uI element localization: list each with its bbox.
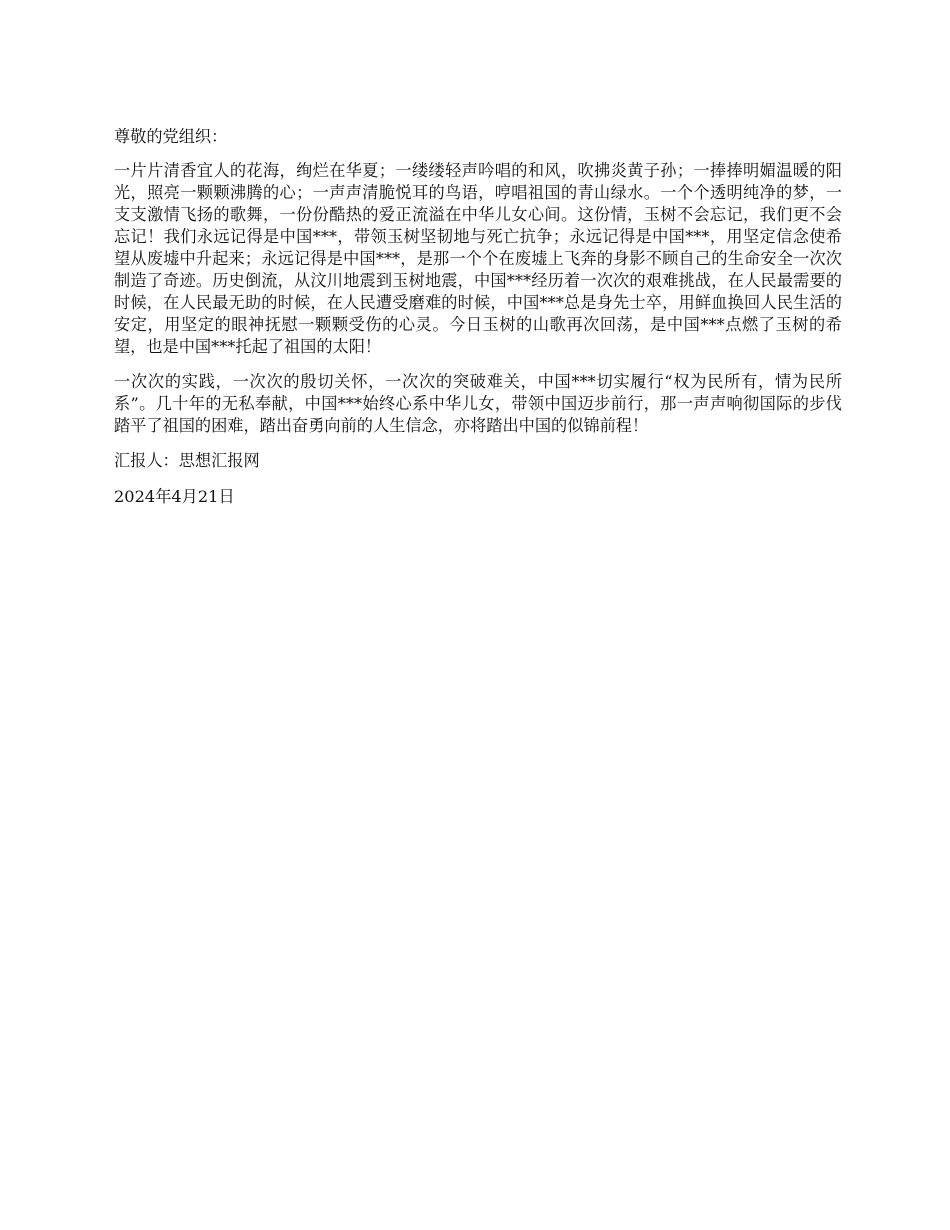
reporter-line: 汇报人：思想汇报网 — [114, 451, 260, 470]
document-body — [114, 126, 842, 508]
paragraph-2: 一次次的实践，一次次的殷切关怀，一次次的突破难关，中国***切实履行“权为民所有，情为民所系”。几十年的无私奉献，中国***始终心系中华儿女，带领中国迈步前行，那一声声响彻国际的步伐踏平了祖国的困难，踏出奋勇向前的人生信念，亦将踏出中国的似锦前程！ — [114, 372, 842, 435]
report-date: 2024年4月21日 — [114, 487, 235, 506]
salutation: 尊敬的党组织： — [114, 127, 228, 146]
paragraph-1: 一片片清香宜人的花海，绚烂在华夏；一缕缕轻声吟唱的和风，吹拂炎黄子孙；一捧捧明媚温暖的阳光，照亮一颗颗沸腾的心；一声声清脆悦耳的鸟语，哼唱祖国的青山绿水。一个个透明纯净的梦，一支支激情飞扬的歌舞，一份份酷热的爱正流溢在中华儿女心间。这份情，玉树不会忘记，我们更不会忘记！我们永远记得是中国***，带领玉树坚韧地与死亡抗争；永远记得是中国***，用坚定信念使希望从废墟中升起来；永远记得是中国***，是那一个个在废墟上飞奔的身影不顾自己的生命安全一次次制造了奇迹。历史倒流，从汶川地震到玉树地震，中国***经历着一次次的艰难挑战，在人民最需要的时候，在人民最无助的时候，在人民遭受磨难的时候，中国***总是身先士卒，用鲜血换回人民生活的安定，用坚定的眼神抚慰一颗颗受伤的心灵。今日玉树的山歌再次回荡，是中国***点燃了玉树的希望，也是中国***托起了祖国的太阳！ — [114, 161, 842, 356]
